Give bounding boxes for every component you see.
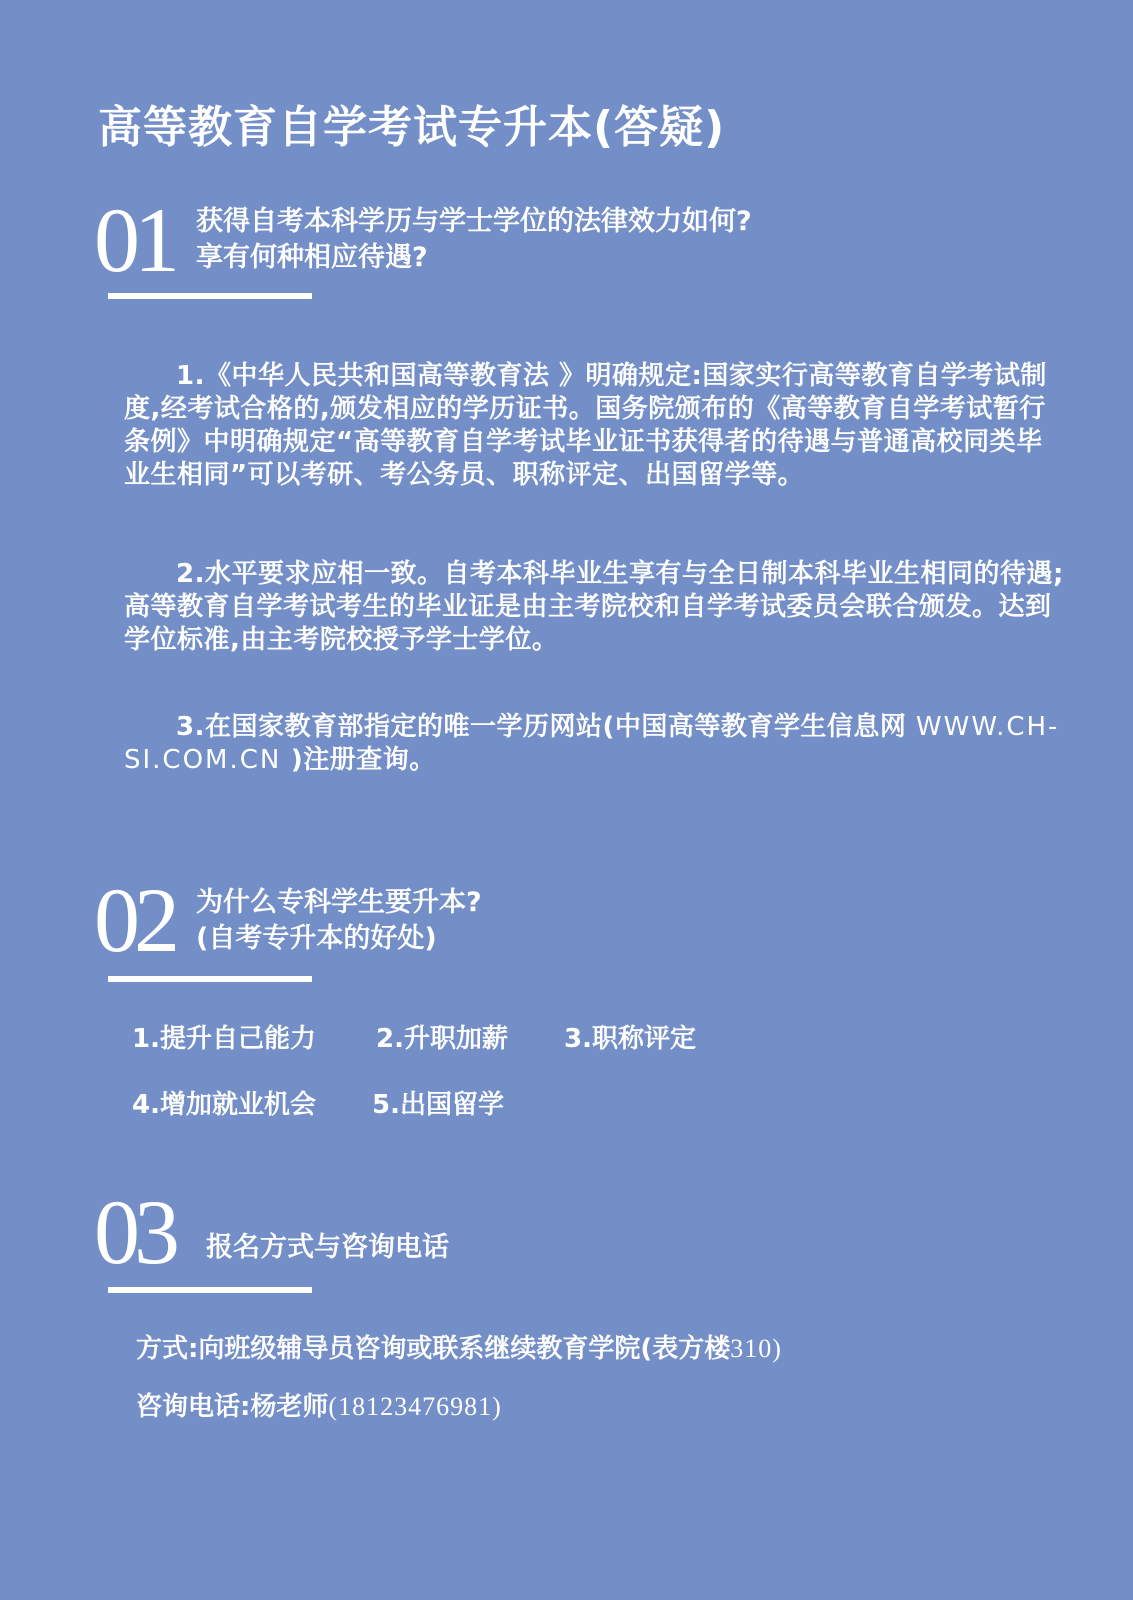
website-link[interactable]: WWW.CH-SI.COM.CN — [124, 712, 1060, 775]
section-divider — [108, 293, 312, 299]
benefit-item: 2.升职加薪 — [376, 1024, 508, 1054]
benefit-item: 3.职称评定 — [564, 1024, 696, 1054]
benefit-item: 1.提升自己能力 — [132, 1024, 316, 1054]
paragraph-text: )注册查询。 — [290, 745, 436, 775]
contact-room-number: 310) — [730, 1334, 782, 1363]
answer-paragraph-3 — [124, 711, 1064, 777]
section-number-02: 02 — [94, 869, 174, 971]
page-title: 高等教育自学考试专升本(答疑) — [98, 102, 726, 153]
section-heading-01 — [196, 204, 752, 276]
section-divider — [108, 976, 312, 982]
contact-phone-label: 咨询电话: — [136, 1392, 251, 1422]
contact-person: 杨老师 — [250, 1392, 329, 1422]
section-heading-03 — [206, 1230, 449, 1266]
benefit-item: 5.出国留学 — [372, 1090, 504, 1120]
section-divider — [108, 1287, 312, 1293]
contact-method-label: 方式: — [136, 1334, 199, 1364]
contact-phone — [136, 1390, 502, 1424]
answer-paragraph-1: 1.《中华人民共和国高等教育法 》明确规定:国家实行高等教育自学考试制度,经考试合格的,颁发相应的学历证书。国务院颁布的《高等教育自学考试暂行条例》中明确规定“高等教育自学考试毕业证书获得者的待遇与普通高校同类毕业生相同”可以考研、考公务员、职称评定、出国留学等。 — [124, 361, 1047, 490]
section-number-01: 01 — [94, 189, 174, 291]
section-heading-line: 获得自考本科学历与学士学位的法律效力如何? — [196, 206, 752, 237]
section-heading-line: 报名方式与咨询电话 — [206, 1232, 449, 1263]
paragraph-text: 3.在国家教育部指定的唯一学历网站(中国高等教育学生信息网 — [176, 712, 907, 742]
phone-number[interactable]: (18123476981) — [328, 1392, 502, 1421]
section-heading-line: 为什么专科学生要升本? — [196, 887, 482, 918]
section-heading-line: (自考专升本的好处) — [196, 923, 437, 954]
section-number-03: 03 — [94, 1181, 174, 1283]
benefit-item: 4.增加就业机会 — [132, 1090, 316, 1120]
section-heading-line: 享有何种相应待遇? — [196, 242, 428, 273]
answer-paragraph-2: 2.水平要求应相一致。自考本科毕业生享有与全日制本科毕业生相同的待遇;高等教育自学考试考生的毕业证是由主考院校和自学考试委员会联合颁发。达到学位标准,由主考院校授予学士学位。 — [124, 559, 1064, 655]
contact-method-text: 向班级辅导员咨询或联系继续教育学院(表方楼 — [198, 1334, 731, 1364]
contact-method — [136, 1332, 782, 1366]
section-heading-02 — [196, 885, 482, 957]
